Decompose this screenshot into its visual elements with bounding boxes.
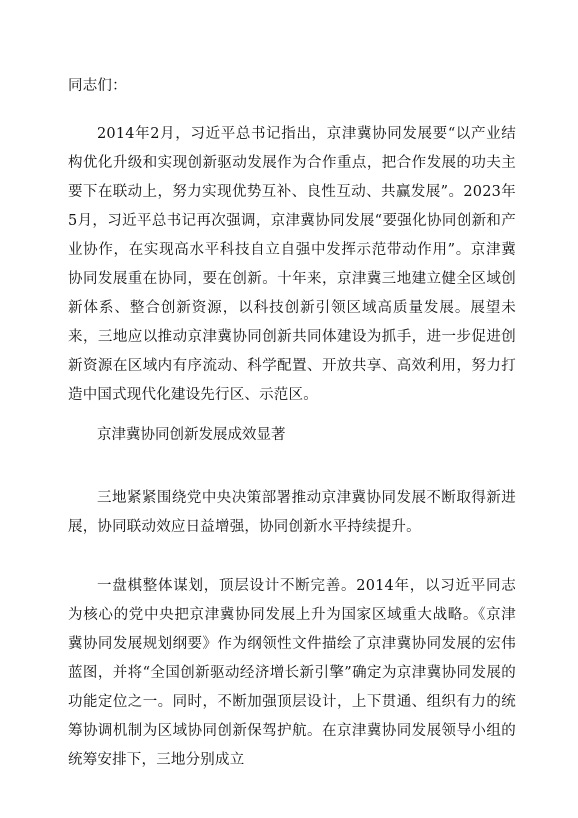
salutation: 同志们： [68,78,127,94]
body-paragraph-strategy: 2014年2月，习近平总书记指出，京津冀协同发展要“以产业结构优化升级和实现创新驱动发展作为合作重点，把合作发展的功夫主要下在联动上，努力实现优势互补、良性互动、共赢发展”。2023年5月，习近平总书记再次强调，京津冀协同发展“要强化协同创新和产业协作，在实现高水平科技自立自强中发挥示范带动作用”。京津冀协同发展重在协同，要在创新。十年来，京津冀三地建立健全区域创新体系、整合创新资源，以科技创新引领区域高质量发展。展望未来，三地应以推动京津冀协同创新共同体建设为抓手，进一步促进创新资源在区域内有序流动、科学配置、开放共享、高效利用，努力打造中国式现代化建设先行区、示范区。 [68,126,516,403]
section-heading: 京津冀协同创新发展成效显著 [97,427,286,443]
body-paragraph-top-level-design: 一盘棋整体谋划，顶层设计不断完善。2014年，以习近平同志为核心的党中央把京津冀协同发展上升为国家区域重大战略。《京津冀协同发展规划纲要》作为纲领性文件描绘了京津冀协同发展的宏伟蓝图，并将“全国创新驱动经济增长新引擎”确定为京津冀协同发展的功能定位之一。同时，不断加强顶层设计，上下贯通、组织有力的统筹协调机制为区域协同创新保驾护航。在京津冀协同发展领导小组的统筹安排下，三地分别成立 [68,578,516,768]
body-paragraph-progress: 三地紧紧围绕党中央决策部署推动京津冀协同发展不断取得新进展，协同联动效应日益增强，协同创新水平持续提升。 [68,490,516,535]
